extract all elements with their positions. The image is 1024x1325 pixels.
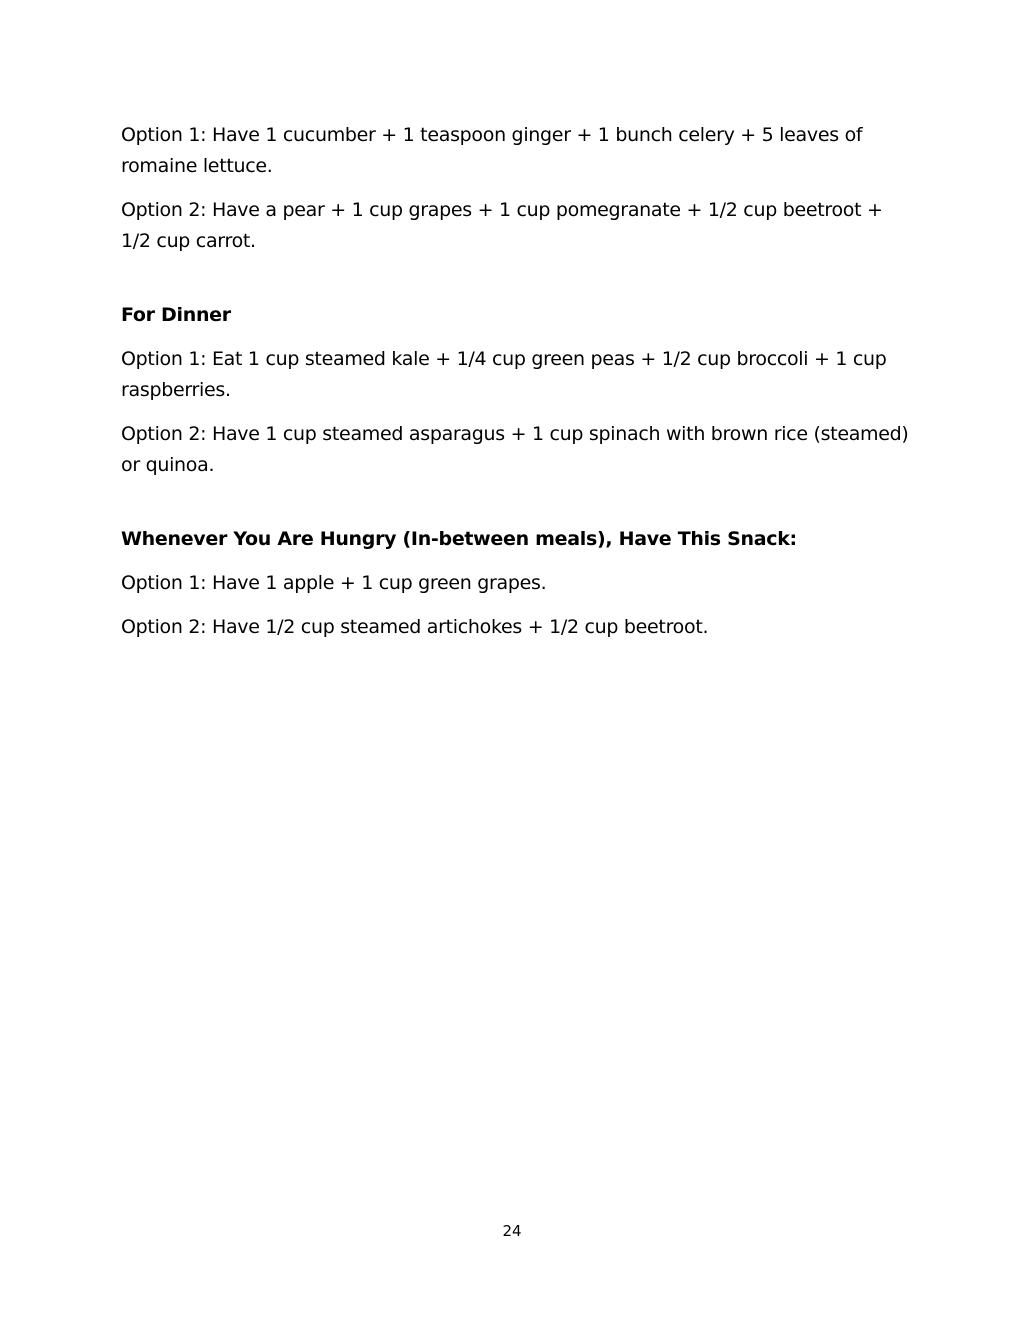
snack-option-1: Option 1: Have 1 apple + 1 cup green grapes. [121, 572, 547, 594]
page-number: 24 [502, 1222, 522, 1240]
page-content [121, 120, 911, 656]
snack-heading: Whenever You Are Hungry (In-between meals), Have This Snack: [121, 528, 797, 550]
lunch-option-1: Option 1: Have 1 cucumber + 1 teaspoon ginger + 1 bunch celery + 5 leaves of romaine lettuce. [121, 124, 863, 177]
dinner-heading: For Dinner [121, 304, 231, 326]
dinner-option-1: Option 1: Eat 1 cup steamed kale + 1/4 cup green peas + 1/2 cup broccoli + 1 cup raspberries. [121, 348, 887, 401]
section-spacer [121, 494, 911, 524]
snack-option-2: Option 2: Have 1/2 cup steamed artichokes + 1/2 cup beetroot. [121, 616, 709, 638]
lunch-option-2: Option 2: Have a pear + 1 cup grapes + 1 cup pomegranate + 1/2 cup beetroot + 1/2 cup carrot. [121, 199, 883, 252]
dinner-option-2: Option 2: Have 1 cup steamed asparagus + 1 cup spinach with brown rice (steamed) or quinoa. [121, 423, 909, 476]
section-spacer [121, 270, 911, 300]
